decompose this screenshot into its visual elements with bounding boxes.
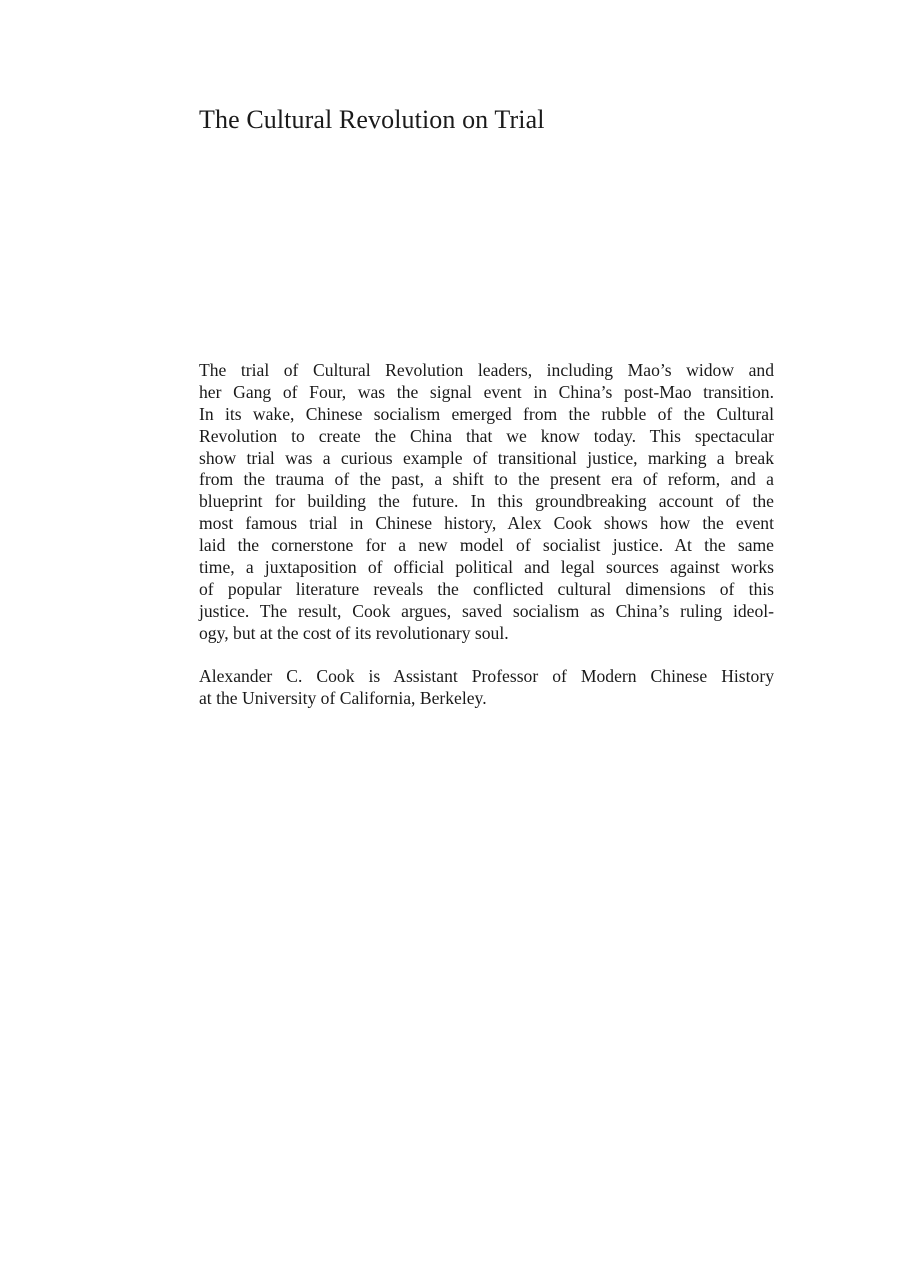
book-title: The Cultural Revolution on Trial (199, 105, 545, 134)
description-line: her Gang of Four, was the signal event in China’s post-Mao transition. (199, 381, 774, 402)
description-line: blueprint for building the future. In this groundbreaking account of the (199, 491, 774, 512)
book-description (199, 360, 774, 645)
description-line: most famous trial in Chinese history, Alex Cook shows how the event (199, 513, 774, 534)
bio-line: at the University of California, Berkeley. (199, 687, 487, 708)
description-line: In its wake, Chinese socialism emerged from the rubble of the Cultural (199, 403, 774, 424)
description-line: laid the cornerstone for a new model of socialist justice. At the same (199, 535, 774, 556)
description-line: ogy, but at the cost of its revolutionary soul. (199, 622, 509, 643)
author-bio (199, 666, 774, 710)
description-line: of popular literature reveals the conflicted cultural dimensions of this (199, 578, 774, 599)
description-line: time, a juxtaposition of official political and legal sources against works (199, 557, 774, 578)
bio-line: Alexander C. Cook is Assistant Professor of Modern Chinese History (199, 666, 774, 686)
description-line: justice. The result, Cook argues, saved socialism as China’s ruling ideol- (199, 600, 774, 621)
description-line: show trial was a curious example of transitional justice, marking a break (199, 447, 774, 468)
description-line: from the trauma of the past, a shift to the present era of reform, and a (199, 469, 774, 490)
description-line: The trial of Cultural Revolution leaders, including Mao’s widow and (199, 360, 774, 380)
description-line: Revolution to create the China that we know today. This spectacular (199, 425, 774, 446)
